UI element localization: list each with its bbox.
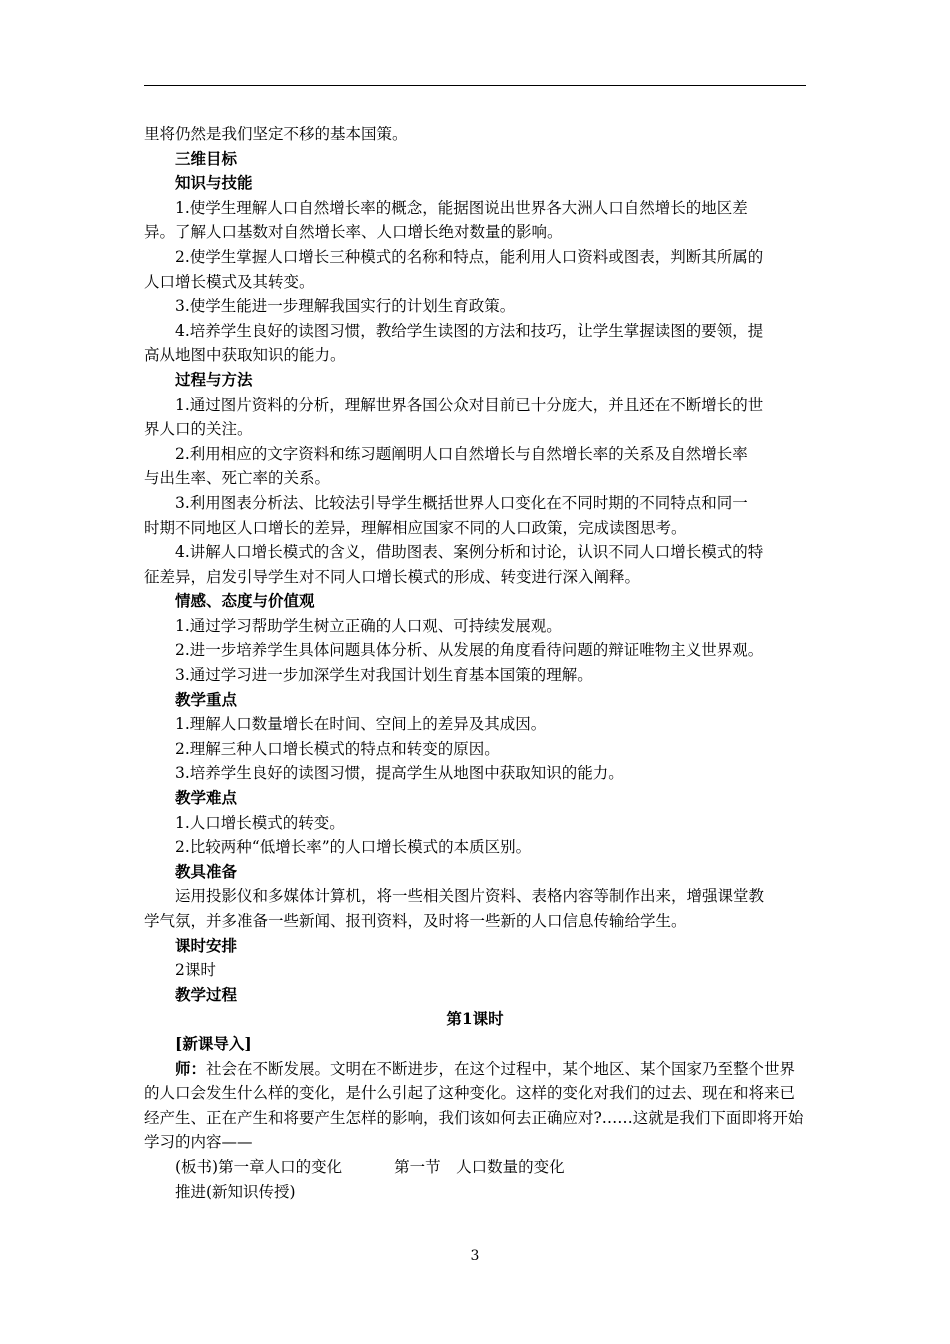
section-heading: 课时安排 — [175, 935, 238, 955]
text-line: 2.利用相应的文字资料和练习题阐明人口自然增长与自然增长率的关系及自然增长率 — [175, 444, 748, 463]
text-line: 1.通过图片资料的分析，理解世界各国公众对目前已十分庞大，并且还在不断增长的世 — [175, 395, 764, 414]
text-line: 运用投影仪和多媒体计算机，将一些相关图片资料、表格内容等制作出来，增强课堂教 — [175, 887, 765, 906]
text-line: 2.比较两种“低增长率”的人口增长模式的本质区别。 — [175, 838, 532, 857]
text-line: 4.讲解人口增长模式的含义，借助图表、案例分析和讨论，认识不同人口增长模式的特 — [175, 543, 764, 562]
text-line: 与出生率、死亡率的关系。 — [144, 469, 331, 488]
text-line: 时期不同地区人口增长的差异，理解相应国家不同的人口政策，完成读图思考。 — [144, 518, 687, 537]
text-line: 3.使学生能进一步理解我国实行的计划生育政策。 — [175, 297, 516, 316]
text-line: 里将仍然是我们坚定不移的基本国策。 — [144, 125, 408, 143]
board-section: 第一节 人口数量的变化 — [394, 1157, 565, 1176]
teacher-text: 社会在不断发展。文明在不断进步，在这个过程中，某个地区、某个国家乃至整个世界的人口会发生什么样的变化，是什么引起了这种变化。这样的变化对我们的过去、现在和将来已经产生、正在产生和将要产生怎样的影响，我们该如何去正确应对?……这就是我们下面即将开始学习的内容—— — [144, 1059, 804, 1152]
teacher-paragraph — [144, 1057, 806, 1155]
text-line: 3.培养学生良好的读图习惯，提高学生从地图中获取知识的能力。 — [175, 764, 624, 783]
board-writing-line — [144, 1155, 806, 1180]
section-heading: 教具准备 — [175, 861, 238, 881]
header-rule — [144, 85, 806, 86]
text-line: 3.通过学习进一步加深学生对我国计划生育基本国策的理解。 — [175, 666, 593, 685]
section-heading: 情感、态度与价值观 — [175, 591, 315, 611]
teacher-label: 师： — [175, 1058, 207, 1078]
section-heading: 三维目标 — [175, 148, 238, 168]
text-line: 1.理解人口数量增长在时间、空间上的差异及其成因。 — [175, 715, 547, 734]
text-line: 学气氛，并多准备一些新闻、报刊资料，及时将一些新的人口信息传输给学生。 — [144, 912, 687, 930]
text-line: 高从地图中获取知识的能力。 — [144, 346, 346, 365]
text-lines — [144, 122, 806, 1057]
text-line: 界人口的关注。 — [144, 420, 253, 439]
text-line: 2.进一步培养学生具体问题具体分析、从发展的角度看待问题的辩证唯物主义世界观。 — [175, 641, 764, 660]
section-heading: 过程与方法 — [175, 369, 253, 389]
text-line: 人口增长模式及其转变。 — [144, 272, 315, 291]
text-line: 2.使学生掌握人口增长三种模式的名称和特点，能利用人口资料或图表，判断其所属的 — [175, 247, 764, 266]
section-heading: 知识与技能 — [175, 173, 253, 193]
text-line: 异。了解人口基数对自然增长率、人口增长绝对数量的影响。 — [144, 223, 563, 242]
section-heading: 教学过程 — [175, 984, 238, 1004]
text-line: 1.通过学习帮助学生树立正确的人口观、可持续发展观。 — [175, 616, 562, 635]
text-line: 1.人口增长模式的转变。 — [175, 813, 345, 832]
text-line: 3.利用图表分析法、比较法引导学生概括世界人口变化在不同时期的不同特点和同一 — [175, 493, 748, 512]
section-heading: 教学难点 — [175, 788, 238, 808]
section-heading: 第1课时 — [446, 1009, 504, 1029]
document-body — [144, 122, 806, 1204]
text-line: 2课时 — [175, 961, 216, 980]
board-chapter: (板书)第一章人口的变化 — [175, 1157, 343, 1176]
text-line: 2.理解三种人口增长模式的特点和转变的原因。 — [175, 739, 500, 758]
page-number: 3 — [470, 1248, 480, 1264]
section-heading: 教学重点 — [175, 689, 238, 709]
text-line: 1.使学生理解人口自然增长率的概念，能据图说出世界各大洲人口自然增长的地区差 — [175, 198, 748, 217]
text-line: 4.培养学生良好的读图习惯，教给学生读图的方法和技巧，让学生掌握读图的要领，提 — [175, 321, 764, 340]
text-line: 征差异，启发引导学生对不同人口增长模式的形成、转变进行深入阐释。 — [144, 567, 641, 586]
section-heading: [新课导入] — [175, 1033, 252, 1053]
next-step-line: 推进(新知识传授) — [175, 1182, 296, 1201]
